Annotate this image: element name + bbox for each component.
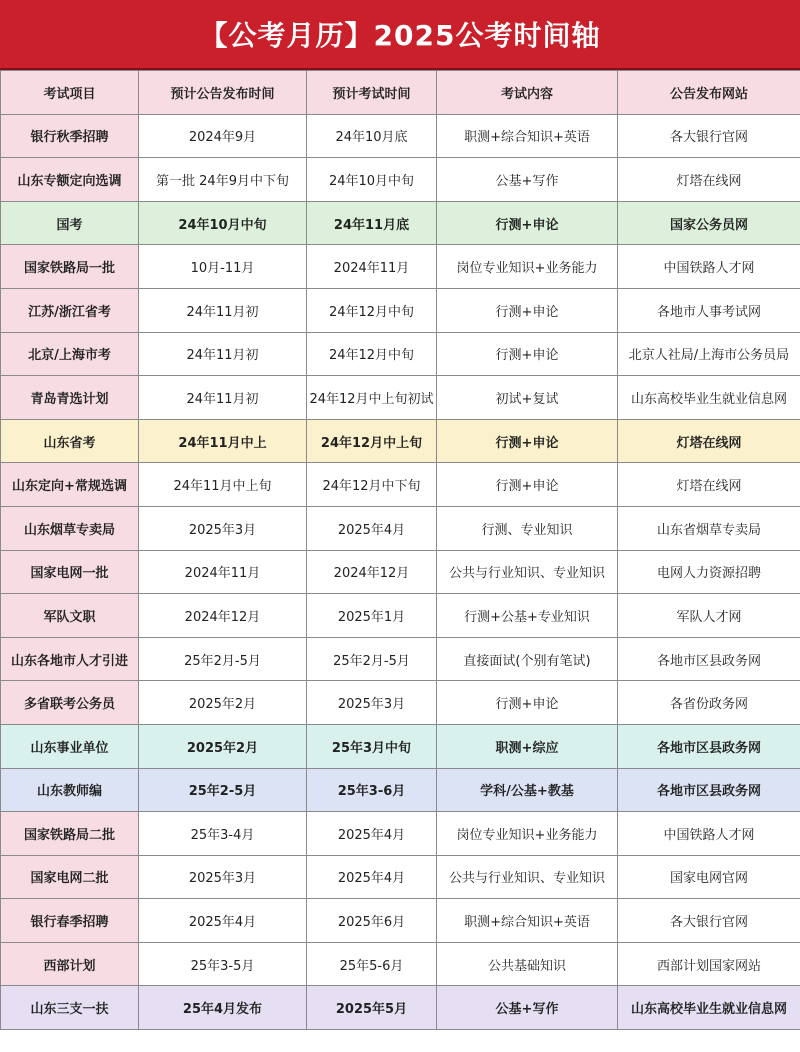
header-exam-item: 考试项目	[1, 71, 139, 115]
announcement-time-cell: 10月-11月	[139, 245, 307, 289]
table-row	[1, 288, 800, 332]
exam-item-cell: 国家铁路局一批	[1, 245, 139, 289]
announcement-time-cell: 25年3-5月	[139, 942, 307, 986]
header-exam-content: 考试内容	[437, 71, 618, 115]
exam-time-cell: 24年12月中下旬	[307, 463, 437, 507]
exam-content-cell: 行测+申论	[437, 201, 618, 245]
title-bar	[0, 0, 800, 70]
announcement-time-cell: 2025年4月	[139, 899, 307, 943]
exam-item-cell: 山东定向+常规选调	[1, 463, 139, 507]
website-cell: 灯塔在线网	[618, 463, 800, 507]
table-row	[1, 506, 800, 550]
website-cell: 国家公务员网	[618, 201, 800, 245]
exam-content-cell: 学科/公基+教基	[437, 768, 618, 812]
exam-item-cell: 军队文职	[1, 594, 139, 638]
table-row	[1, 724, 800, 768]
exam-time-cell: 25年5-6月	[307, 942, 437, 986]
announcement-time-cell: 2024年9月	[139, 114, 307, 158]
website-cell: 灯塔在线网	[618, 158, 800, 202]
exam-item-cell: 山东烟草专卖局	[1, 506, 139, 550]
website-cell: 灯塔在线网	[618, 419, 800, 463]
announcement-time-cell: 25年4月发布	[139, 986, 307, 1030]
website-cell: 各地市人事考试网	[618, 288, 800, 332]
exam-item-cell: 青岛青选计划	[1, 376, 139, 420]
exam-time-cell: 24年12月中旬	[307, 332, 437, 376]
exam-item-cell: 国家电网一批	[1, 550, 139, 594]
exam-time-cell: 25年2月-5月	[307, 637, 437, 681]
exam-content-cell: 公共基础知识	[437, 942, 618, 986]
exam-content-cell: 行测+申论	[437, 288, 618, 332]
exam-content-cell: 公基+写作	[437, 986, 618, 1030]
website-cell: 电网人力资源招聘	[618, 550, 800, 594]
exam-content-cell: 行测、专业知识	[437, 506, 618, 550]
exam-item-cell: 山东教师编	[1, 768, 139, 812]
exam-time-cell: 24年11月底	[307, 201, 437, 245]
exam-item-cell: 银行秋季招聘	[1, 114, 139, 158]
announcement-time-cell: 25年2-5月	[139, 768, 307, 812]
page-title: 【公考月历】2025公考时间轴	[199, 19, 601, 52]
exam-time-cell: 2024年12月	[307, 550, 437, 594]
exam-item-cell: 国家电网二批	[1, 855, 139, 899]
website-cell: 各省份政务网	[618, 681, 800, 725]
announcement-time-cell: 25年2月-5月	[139, 637, 307, 681]
exam-time-cell: 25年3-6月	[307, 768, 437, 812]
website-cell: 各地市区县政务网	[618, 724, 800, 768]
website-cell: 山东省烟草专卖局	[618, 506, 800, 550]
announcement-time-cell: 第一批 24年9月中下旬	[139, 158, 307, 202]
website-cell: 中国铁路人才网	[618, 245, 800, 289]
exam-item-cell: 多省联考公务员	[1, 681, 139, 725]
website-cell: 各大银行官网	[618, 899, 800, 943]
exam-item-cell: 江苏/浙江省考	[1, 288, 139, 332]
header-row	[1, 71, 800, 115]
exam-item-cell: 山东省考	[1, 419, 139, 463]
exam-content-cell: 直接面试(个别有笔试)	[437, 637, 618, 681]
exam-time-cell: 2025年4月	[307, 855, 437, 899]
exam-content-cell: 行测+申论	[437, 419, 618, 463]
exam-time-cell: 2025年1月	[307, 594, 437, 638]
exam-item-cell: 山东事业单位	[1, 724, 139, 768]
announcement-time-cell: 2025年3月	[139, 855, 307, 899]
exam-item-cell: 国考	[1, 201, 139, 245]
exam-content-cell: 岗位专业知识+业务能力	[437, 812, 618, 856]
exam-time-cell: 24年10月底	[307, 114, 437, 158]
announcement-time-cell: 2024年11月	[139, 550, 307, 594]
website-cell: 山东高校毕业生就业信息网	[618, 986, 800, 1030]
table-row	[1, 114, 800, 158]
table-row	[1, 332, 800, 376]
exam-item-cell: 北京/上海市考	[1, 332, 139, 376]
exam-time-cell: 24年12月中上旬	[307, 419, 437, 463]
exam-content-cell: 行测+申论	[437, 332, 618, 376]
exam-time-cell: 2025年6月	[307, 899, 437, 943]
exam-content-cell: 职测+综合知识+英语	[437, 114, 618, 158]
table-row	[1, 245, 800, 289]
announcement-time-cell: 24年11月中上	[139, 419, 307, 463]
exam-content-cell: 公共与行业知识、专业知识	[437, 550, 618, 594]
table-row	[1, 768, 800, 812]
website-cell: 西部计划国家网站	[618, 942, 800, 986]
table-row	[1, 986, 800, 1030]
exam-content-cell: 初试+复试	[437, 376, 618, 420]
exam-time-cell: 2024年11月	[307, 245, 437, 289]
table-row	[1, 463, 800, 507]
table-row	[1, 550, 800, 594]
announcement-time-cell: 25年3-4月	[139, 812, 307, 856]
exam-item-cell: 山东三支一扶	[1, 986, 139, 1030]
table-row	[1, 594, 800, 638]
website-cell: 各地市区县政务网	[618, 768, 800, 812]
website-cell: 军队人才网	[618, 594, 800, 638]
exam-time-cell: 2025年3月	[307, 681, 437, 725]
website-cell: 北京人社局/上海市公务员局	[618, 332, 800, 376]
table-row	[1, 942, 800, 986]
announcement-time-cell: 24年11月初	[139, 376, 307, 420]
website-cell: 国家电网官网	[618, 855, 800, 899]
exam-content-cell: 职测+综合知识+英语	[437, 899, 618, 943]
exam-content-cell: 职测+综应	[437, 724, 618, 768]
header-announcement-time: 预计公告发布时间	[139, 71, 307, 115]
exam-content-cell: 行测+申论	[437, 463, 618, 507]
announcement-time-cell: 24年11月初	[139, 288, 307, 332]
table-row	[1, 855, 800, 899]
exam-time-cell: 25年3月中旬	[307, 724, 437, 768]
announcement-time-cell: 2024年12月	[139, 594, 307, 638]
exam-time-cell: 24年12月中上旬初试	[307, 376, 437, 420]
website-cell: 山东高校毕业生就业信息网	[618, 376, 800, 420]
exam-content-cell: 岗位专业知识+业务能力	[437, 245, 618, 289]
exam-time-cell: 2025年4月	[307, 506, 437, 550]
exam-item-cell: 银行春季招聘	[1, 899, 139, 943]
exam-content-cell: 公基+写作	[437, 158, 618, 202]
announcement-time-cell: 24年11月初	[139, 332, 307, 376]
exam-time-cell: 2025年4月	[307, 812, 437, 856]
announcement-time-cell: 2025年2月	[139, 724, 307, 768]
exam-time-cell: 24年10月中旬	[307, 158, 437, 202]
exam-item-cell: 山东各地市人才引进	[1, 637, 139, 681]
exam-item-cell: 山东专额定向选调	[1, 158, 139, 202]
announcement-time-cell: 2025年3月	[139, 506, 307, 550]
table-row	[1, 899, 800, 943]
exam-content-cell: 公共与行业知识、专业知识	[437, 855, 618, 899]
website-cell: 各地市区县政务网	[618, 637, 800, 681]
website-cell: 中国铁路人才网	[618, 812, 800, 856]
table-row	[1, 419, 800, 463]
exam-time-cell: 24年12月中旬	[307, 288, 437, 332]
exam-schedule-table	[0, 70, 800, 1030]
header-website: 公告发布网站	[618, 71, 800, 115]
table-row	[1, 376, 800, 420]
announcement-time-cell: 24年11月中上旬	[139, 463, 307, 507]
table-row	[1, 201, 800, 245]
exam-item-cell: 国家铁路局二批	[1, 812, 139, 856]
table-row	[1, 812, 800, 856]
exam-content-cell: 行测+公基+专业知识	[437, 594, 618, 638]
table-row	[1, 637, 800, 681]
table-row	[1, 158, 800, 202]
exam-item-cell: 西部计划	[1, 942, 139, 986]
table-row	[1, 681, 800, 725]
announcement-time-cell: 2025年2月	[139, 681, 307, 725]
announcement-time-cell: 24年10月中旬	[139, 201, 307, 245]
website-cell: 各大银行官网	[618, 114, 800, 158]
exam-content-cell: 行测+申论	[437, 681, 618, 725]
exam-time-cell: 2025年5月	[307, 986, 437, 1030]
header-exam-time: 预计考试时间	[307, 71, 437, 115]
